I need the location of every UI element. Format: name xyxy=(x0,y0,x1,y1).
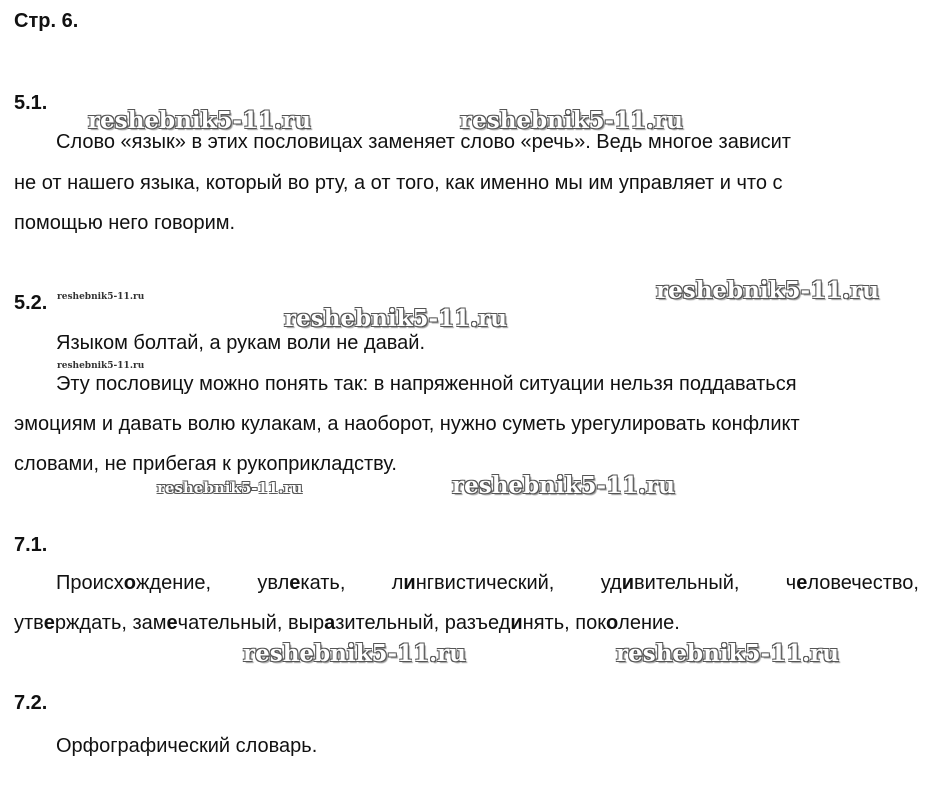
word: выразительный, xyxy=(287,612,440,634)
section-5-2-line-1: Эту пословицу можно понять так: в напряженной ситуации нельзя поддаваться xyxy=(56,373,797,395)
word: Происхождение, xyxy=(56,572,212,594)
word: удивительный, xyxy=(600,572,740,594)
section-5-1-line-1: Слово «язык» в этих пословицах заменяет слово «речь». Ведь многое зависит xyxy=(56,131,791,153)
watermark: reshebnik5-11.ru xyxy=(88,107,311,134)
watermark: reshebnik5-11.ru xyxy=(243,640,466,667)
section-5-1-line-2: не от нашего языка, который во рту, а от того, как именно мы им управляет и что с xyxy=(14,172,783,194)
section-5-2-line-3: словами, не прибегая к рукоприкладству. xyxy=(14,453,397,475)
word: утверждать, xyxy=(14,612,127,634)
section-5-2-heading: 5.2. xyxy=(14,292,48,314)
section-5-2-line-2: эмоциям и давать волю кулакам, а наоборот, нужно суметь урегулировать конфликт xyxy=(14,413,800,435)
page-title: Стр. 6. xyxy=(14,10,79,32)
section-7-2-text: Орфографический словарь. xyxy=(56,735,318,757)
watermark: reshebnik5-11.ru xyxy=(656,277,879,304)
word: разъединять, xyxy=(444,612,570,634)
watermark: reshebnik5-11.ru xyxy=(157,479,303,497)
word: увлекать, xyxy=(257,572,346,594)
word: поколение. xyxy=(575,612,680,634)
watermark: reshebnik5-11.ru xyxy=(57,292,145,302)
section-7-2-heading: 7.2. xyxy=(14,692,48,714)
section-7-1-heading: 7.1. xyxy=(14,534,48,556)
section-7-1-line-1 xyxy=(56,571,919,595)
word: замечательный, xyxy=(132,612,283,634)
watermark: reshebnik5-11.ru xyxy=(452,472,675,499)
section-5-1-heading: 5.1. xyxy=(14,92,48,114)
section-5-2-proverb: Языком болтай, а рукам воли не давай. xyxy=(56,332,425,354)
watermark: reshebnik5-11.ru xyxy=(284,305,507,332)
watermark: reshebnik5-11.ru xyxy=(616,640,839,667)
watermark: reshebnik5-11.ru xyxy=(57,361,145,371)
word: лингвистический, xyxy=(391,572,555,594)
word: человечество, xyxy=(785,572,919,594)
watermark: reshebnik5-11.ru xyxy=(460,107,683,134)
section-7-1-line-2 xyxy=(14,611,680,635)
section-5-1-line-3: помощью него говорим. xyxy=(14,212,236,234)
